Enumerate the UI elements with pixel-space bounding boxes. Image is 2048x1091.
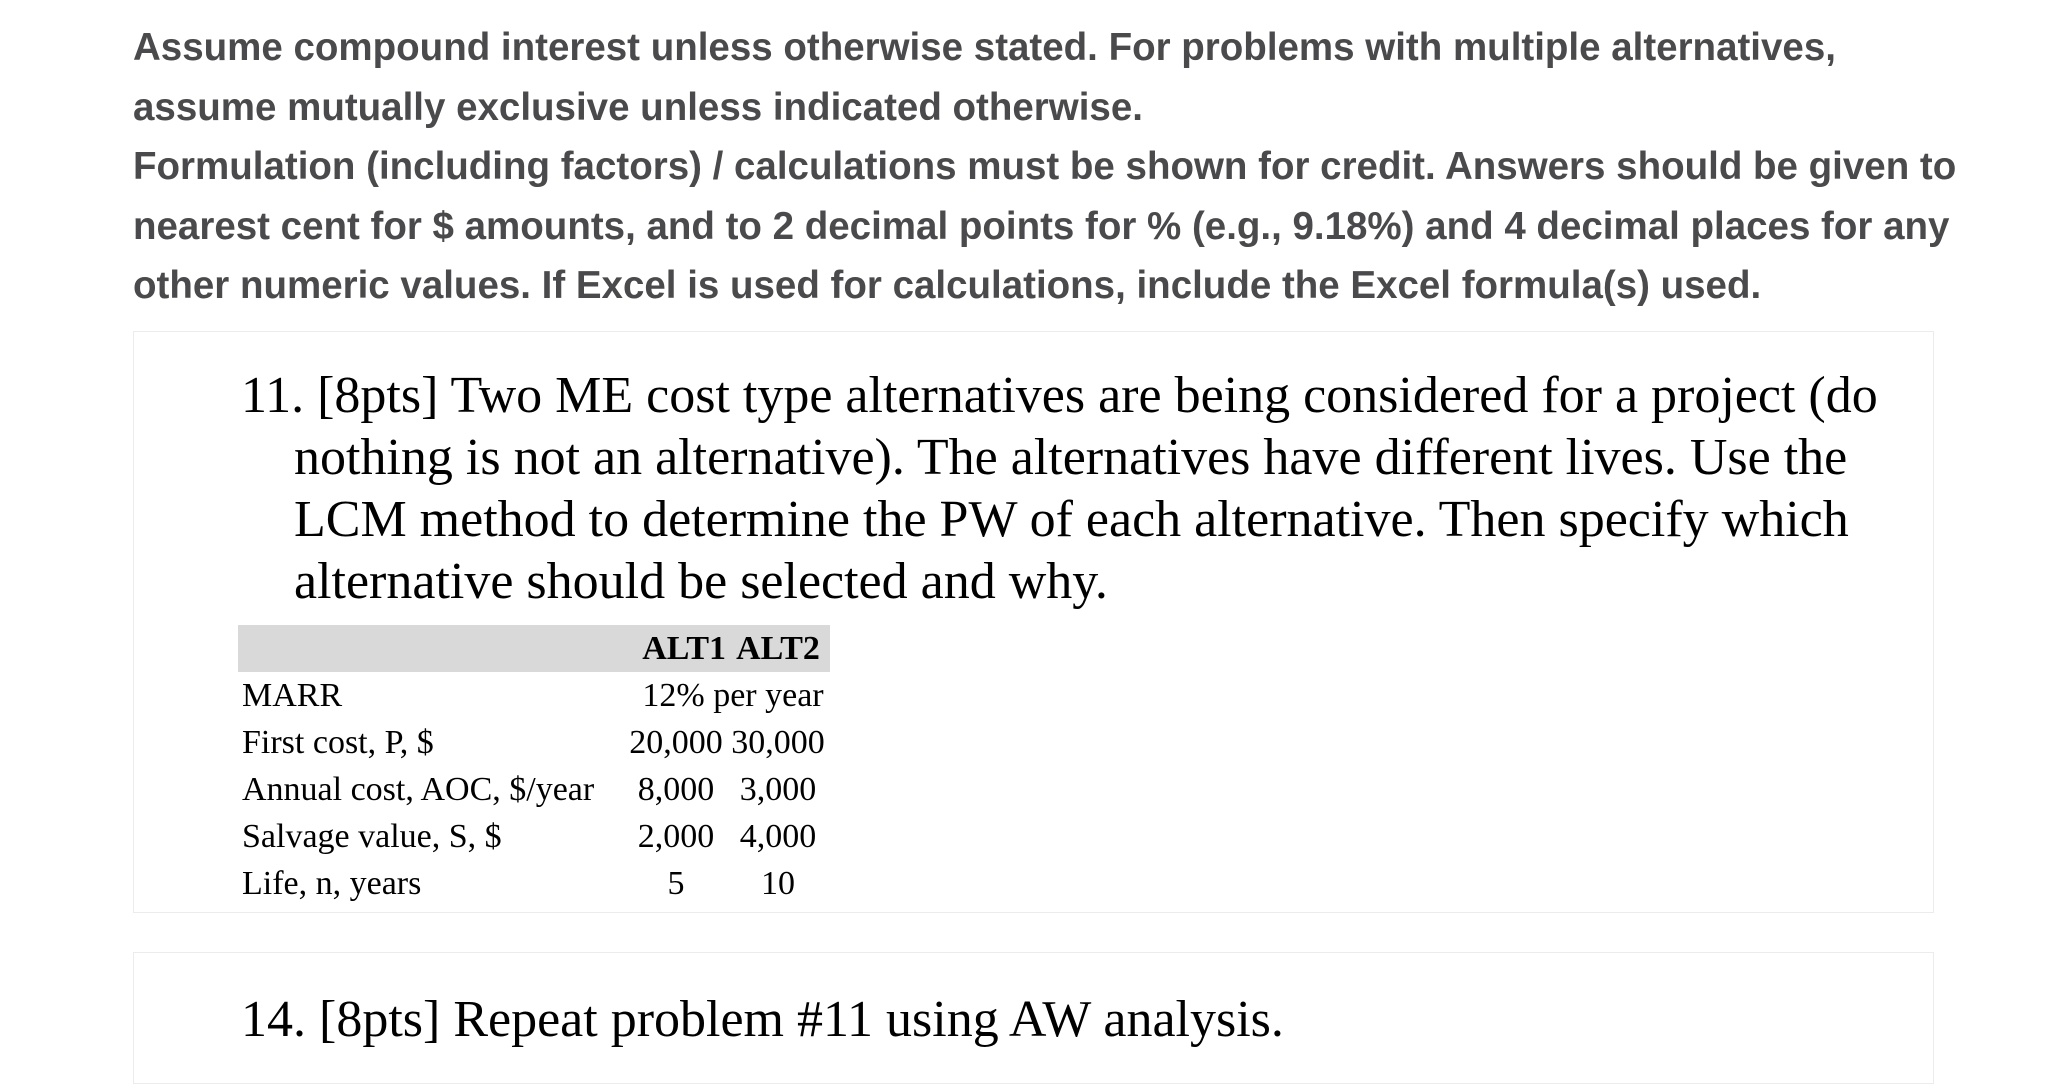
table-row [238, 766, 830, 813]
alternatives-table [238, 625, 830, 907]
alt1-value: 5 [667, 865, 685, 902]
alt2-value: 3,000 [739, 771, 817, 808]
row-label: Annual cost, AOC, $/year [242, 771, 595, 808]
table-row [238, 813, 830, 860]
alt2-value: 10 [761, 865, 795, 902]
alt2-value: 4,000 [739, 818, 817, 855]
row-label: Salvage value, S, $ [242, 818, 502, 855]
problem-14-text: 14. [8pts] Repeat problem #11 using AW analysis. [241, 991, 1284, 1048]
problem-11-card [133, 331, 1934, 913]
header-alt2: ALT2 [726, 625, 830, 672]
row-label: MARR [242, 677, 343, 714]
row-label: Life, n, years [242, 865, 422, 902]
row-label: First cost, P, $ [242, 724, 434, 761]
instructions-block [133, 18, 1963, 316]
alt1-value: 8,000 [637, 771, 715, 808]
problem-14-card [133, 952, 1934, 1084]
header-alt1: ALT1 [626, 625, 726, 672]
alt2-value: 30,000 [731, 724, 825, 761]
table-row [238, 719, 830, 766]
table-row [238, 860, 830, 907]
instructions-paragraph-2: Formulation (including factors) / calculations must be shown for credit. Answers should be given to nearest cent for $ amounts, and to 2 decimal points for % (e.g., 9.18%) and 4 decimal places for any other numeric values. If Excel is used for calculations, include the Excel formula(s) used. [133, 145, 1957, 307]
header-label-cell [238, 625, 626, 672]
marr-value: 12% per year [642, 677, 824, 714]
alt1-value: 20,000 [629, 724, 723, 761]
problem-11-text: 11. [8pts] Two ME cost type alternatives are being considered for a project (do nothing is not an alternative). The alternatives have different lives. Use the LCM method to determine the PW of each alternative. Then specify which alternative should be selected and why. [241, 367, 1878, 610]
alt1-value: 2,000 [637, 818, 715, 855]
table-header-row [238, 625, 830, 672]
table-row-marr [238, 672, 830, 719]
instructions-paragraph-1: Assume compound interest unless otherwise stated. For problems with multiple alternatives, assume mutually exclusive unless indicated otherwise. [133, 26, 1836, 129]
